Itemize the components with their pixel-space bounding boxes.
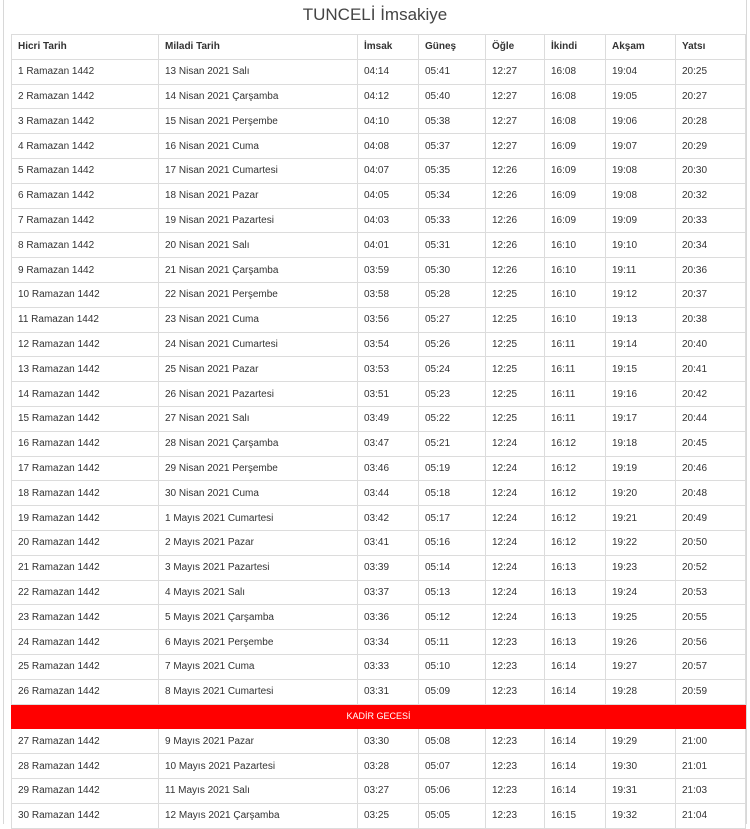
table-row [12, 59, 746, 84]
cell-ikindi: 16:13 [545, 630, 606, 655]
table-row [12, 555, 746, 580]
cell-yatsi: 20:48 [676, 481, 746, 506]
table-row [12, 580, 746, 605]
cell-hicri: 22 Ramazan 1442 [12, 580, 159, 605]
header-miladi: Miladi Tarih [159, 35, 358, 60]
cell-imsak: 03:56 [358, 307, 419, 332]
cell-miladi: 6 Mayıs 2021 Perşembe [159, 630, 358, 655]
cell-ikindi: 16:11 [545, 382, 606, 407]
cell-miladi: 13 Nisan 2021 Salı [159, 59, 358, 84]
cell-gunes: 05:05 [419, 803, 486, 828]
cell-yatsi: 21:00 [676, 729, 746, 754]
cell-imsak: 04:12 [358, 84, 419, 109]
cell-hicri: 8 Ramazan 1442 [12, 233, 159, 258]
cell-ogle: 12:26 [486, 183, 545, 208]
cell-miladi: 24 Nisan 2021 Cumartesi [159, 332, 358, 357]
cell-ikindi: 16:14 [545, 778, 606, 803]
cell-aksam: 19:30 [606, 754, 676, 779]
cell-gunes: 05:16 [419, 530, 486, 555]
table-row [12, 307, 746, 332]
cell-gunes: 05:10 [419, 654, 486, 679]
cell-imsak: 04:01 [358, 233, 419, 258]
cell-aksam: 19:25 [606, 605, 676, 630]
cell-hicri: 10 Ramazan 1442 [12, 282, 159, 307]
cell-aksam: 19:11 [606, 258, 676, 283]
table-row [12, 456, 746, 481]
cell-hicri: 6 Ramazan 1442 [12, 183, 159, 208]
cell-imsak: 03:34 [358, 630, 419, 655]
cell-aksam: 19:22 [606, 530, 676, 555]
cell-ikindi: 16:09 [545, 134, 606, 159]
cell-yatsi: 20:36 [676, 258, 746, 283]
cell-miladi: 4 Mayıs 2021 Salı [159, 580, 358, 605]
cell-gunes: 05:40 [419, 84, 486, 109]
cell-yatsi: 20:53 [676, 580, 746, 605]
cell-miladi: 10 Mayıs 2021 Pazartesi [159, 754, 358, 779]
cell-ogle: 12:23 [486, 754, 545, 779]
cell-miladi: 12 Mayıs 2021 Çarşamba [159, 803, 358, 828]
cell-gunes: 05:27 [419, 307, 486, 332]
cell-aksam: 19:19 [606, 456, 676, 481]
cell-gunes: 05:08 [419, 729, 486, 754]
cell-yatsi: 20:32 [676, 183, 746, 208]
cell-miladi: 5 Mayıs 2021 Çarşamba [159, 605, 358, 630]
cell-miladi: 18 Nisan 2021 Pazar [159, 183, 358, 208]
cell-hicri: 12 Ramazan 1442 [12, 332, 159, 357]
cell-ogle: 12:24 [486, 580, 545, 605]
cell-gunes: 05:06 [419, 778, 486, 803]
cell-hicri: 26 Ramazan 1442 [12, 679, 159, 704]
cell-miladi: 2 Mayıs 2021 Pazar [159, 530, 358, 555]
cell-yatsi: 20:42 [676, 382, 746, 407]
cell-gunes: 05:26 [419, 332, 486, 357]
page-title: TUNCELİ İmsakiye [302, 5, 448, 24]
cell-hicri: 30 Ramazan 1442 [12, 803, 159, 828]
table-row [12, 382, 746, 407]
cell-yatsi: 20:52 [676, 555, 746, 580]
cell-ikindi: 16:15 [545, 803, 606, 828]
cell-hicri: 14 Ramazan 1442 [12, 382, 159, 407]
table-row [12, 654, 746, 679]
cell-miladi: 8 Mayıs 2021 Cumartesi [159, 679, 358, 704]
cell-hicri: 7 Ramazan 1442 [12, 208, 159, 233]
cell-yatsi: 20:33 [676, 208, 746, 233]
cell-yatsi: 20:57 [676, 654, 746, 679]
table-row [12, 332, 746, 357]
cell-gunes: 05:23 [419, 382, 486, 407]
cell-yatsi: 20:56 [676, 630, 746, 655]
cell-yatsi: 20:34 [676, 233, 746, 258]
cell-aksam: 19:29 [606, 729, 676, 754]
table-row [12, 729, 746, 754]
cell-ikindi: 16:08 [545, 59, 606, 84]
cell-ogle: 12:27 [486, 134, 545, 159]
cell-gunes: 05:17 [419, 506, 486, 531]
cell-ogle: 12:24 [486, 506, 545, 531]
cell-ogle: 12:23 [486, 803, 545, 828]
cell-ogle: 12:27 [486, 59, 545, 84]
table-row [12, 282, 746, 307]
cell-gunes: 05:33 [419, 208, 486, 233]
cell-yatsi: 20:27 [676, 84, 746, 109]
cell-ikindi: 16:14 [545, 679, 606, 704]
imsakiye-page [3, 0, 747, 824]
cell-yatsi: 20:49 [676, 506, 746, 531]
cell-imsak: 03:54 [358, 332, 419, 357]
cell-miladi: 27 Nisan 2021 Salı [159, 406, 358, 431]
table-row [12, 183, 746, 208]
cell-ikindi: 16:12 [545, 431, 606, 456]
cell-imsak: 03:42 [358, 506, 419, 531]
cell-imsak: 03:27 [358, 778, 419, 803]
cell-hicri: 2 Ramazan 1442 [12, 84, 159, 109]
cell-aksam: 19:26 [606, 630, 676, 655]
cell-ikindi: 16:09 [545, 158, 606, 183]
cell-imsak: 03:31 [358, 679, 419, 704]
cell-imsak: 03:25 [358, 803, 419, 828]
cell-gunes: 05:34 [419, 183, 486, 208]
cell-hicri: 19 Ramazan 1442 [12, 506, 159, 531]
cell-ikindi: 16:08 [545, 109, 606, 134]
table-row [12, 233, 746, 258]
cell-yatsi: 20:25 [676, 59, 746, 84]
cell-ikindi: 16:11 [545, 357, 606, 382]
cell-aksam: 19:18 [606, 431, 676, 456]
table-row [12, 431, 746, 456]
cell-yatsi: 20:37 [676, 282, 746, 307]
cell-hicri: 18 Ramazan 1442 [12, 481, 159, 506]
cell-ikindi: 16:08 [545, 84, 606, 109]
cell-ogle: 12:24 [486, 555, 545, 580]
header-gunes: Güneş [419, 35, 486, 60]
cell-gunes: 05:28 [419, 282, 486, 307]
cell-gunes: 05:13 [419, 580, 486, 605]
cell-yatsi: 20:55 [676, 605, 746, 630]
cell-ikindi: 16:11 [545, 406, 606, 431]
cell-ogle: 12:27 [486, 109, 545, 134]
cell-aksam: 19:28 [606, 679, 676, 704]
cell-gunes: 05:11 [419, 630, 486, 655]
page-border-left [3, 0, 4, 824]
table-row [12, 530, 746, 555]
cell-ogle: 12:25 [486, 307, 545, 332]
cell-yatsi: 21:03 [676, 778, 746, 803]
cell-imsak: 03:47 [358, 431, 419, 456]
cell-ikindi: 16:12 [545, 530, 606, 555]
cell-miladi: 1 Mayıs 2021 Cumartesi [159, 506, 358, 531]
cell-ogle: 12:23 [486, 630, 545, 655]
cell-imsak: 03:41 [358, 530, 419, 555]
cell-gunes: 05:24 [419, 357, 486, 382]
cell-aksam: 19:07 [606, 134, 676, 159]
cell-ogle: 12:24 [486, 456, 545, 481]
table-row [12, 109, 746, 134]
cell-ogle: 12:24 [486, 481, 545, 506]
cell-hicri: 21 Ramazan 1442 [12, 555, 159, 580]
cell-miladi: 28 Nisan 2021 Çarşamba [159, 431, 358, 456]
cell-imsak: 03:37 [358, 580, 419, 605]
header-ikindi: İkindi [545, 35, 606, 60]
cell-imsak: 03:51 [358, 382, 419, 407]
cell-miladi: 19 Nisan 2021 Pazartesi [159, 208, 358, 233]
cell-gunes: 05:21 [419, 431, 486, 456]
kadir-gecesi-label: KADİR GECESİ [12, 704, 746, 729]
cell-ikindi: 16:14 [545, 654, 606, 679]
cell-aksam: 19:09 [606, 208, 676, 233]
cell-gunes: 05:09 [419, 679, 486, 704]
table-row [12, 258, 746, 283]
table-row [12, 357, 746, 382]
cell-gunes: 05:41 [419, 59, 486, 84]
table-body [12, 59, 746, 828]
cell-imsak: 03:59 [358, 258, 419, 283]
cell-gunes: 05:18 [419, 481, 486, 506]
header-hicri: Hicri Tarih [12, 35, 159, 60]
cell-ikindi: 16:11 [545, 332, 606, 357]
cell-imsak: 03:36 [358, 605, 419, 630]
cell-miladi: 9 Mayıs 2021 Pazar [159, 729, 358, 754]
cell-gunes: 05:19 [419, 456, 486, 481]
cell-hicri: 29 Ramazan 1442 [12, 778, 159, 803]
cell-miladi: 7 Mayıs 2021 Cuma [159, 654, 358, 679]
cell-yatsi: 20:45 [676, 431, 746, 456]
cell-miladi: 20 Nisan 2021 Salı [159, 233, 358, 258]
cell-imsak: 03:46 [358, 456, 419, 481]
header-ogle: Öğle [486, 35, 545, 60]
header-imsak: İmsak [358, 35, 419, 60]
cell-ikindi: 16:09 [545, 208, 606, 233]
cell-miladi: 25 Nisan 2021 Pazar [159, 357, 358, 382]
cell-ogle: 12:25 [486, 406, 545, 431]
cell-miladi: 22 Nisan 2021 Perşembe [159, 282, 358, 307]
cell-hicri: 25 Ramazan 1442 [12, 654, 159, 679]
table-row [12, 84, 746, 109]
cell-hicri: 28 Ramazan 1442 [12, 754, 159, 779]
header-aksam: Akşam [606, 35, 676, 60]
cell-ikindi: 16:10 [545, 258, 606, 283]
cell-yatsi: 21:04 [676, 803, 746, 828]
cell-aksam: 19:17 [606, 406, 676, 431]
table-row [12, 481, 746, 506]
cell-gunes: 05:35 [419, 158, 486, 183]
cell-ikindi: 16:12 [545, 481, 606, 506]
cell-ogle: 12:25 [486, 332, 545, 357]
cell-gunes: 05:30 [419, 258, 486, 283]
cell-ikindi: 16:09 [545, 183, 606, 208]
cell-aksam: 19:13 [606, 307, 676, 332]
cell-ogle: 12:27 [486, 84, 545, 109]
cell-yatsi: 20:46 [676, 456, 746, 481]
header-row [12, 35, 746, 60]
cell-ikindi: 16:12 [545, 506, 606, 531]
table-row [12, 630, 746, 655]
cell-yatsi: 20:41 [676, 357, 746, 382]
cell-ogle: 12:23 [486, 654, 545, 679]
cell-aksam: 19:08 [606, 183, 676, 208]
cell-ogle: 12:23 [486, 679, 545, 704]
imsakiye-table [11, 34, 746, 829]
cell-hicri: 13 Ramazan 1442 [12, 357, 159, 382]
cell-ogle: 12:23 [486, 729, 545, 754]
cell-aksam: 19:08 [606, 158, 676, 183]
cell-ikindi: 16:12 [545, 456, 606, 481]
cell-aksam: 19:20 [606, 481, 676, 506]
cell-miladi: 14 Nisan 2021 Çarşamba [159, 84, 358, 109]
cell-yatsi: 20:30 [676, 158, 746, 183]
cell-imsak: 04:07 [358, 158, 419, 183]
cell-ikindi: 16:14 [545, 754, 606, 779]
cell-aksam: 19:05 [606, 84, 676, 109]
cell-aksam: 19:04 [606, 59, 676, 84]
cell-miladi: 11 Mayıs 2021 Salı [159, 778, 358, 803]
cell-miladi: 3 Mayıs 2021 Pazartesi [159, 555, 358, 580]
cell-ikindi: 16:13 [545, 580, 606, 605]
cell-aksam: 19:14 [606, 332, 676, 357]
cell-ogle: 12:25 [486, 282, 545, 307]
cell-miladi: 15 Nisan 2021 Perşembe [159, 109, 358, 134]
cell-hicri: 1 Ramazan 1442 [12, 59, 159, 84]
cell-hicri: 20 Ramazan 1442 [12, 530, 159, 555]
cell-yatsi: 20:40 [676, 332, 746, 357]
cell-gunes: 05:14 [419, 555, 486, 580]
cell-imsak: 03:33 [358, 654, 419, 679]
cell-imsak: 04:05 [358, 183, 419, 208]
cell-miladi: 29 Nisan 2021 Perşembe [159, 456, 358, 481]
cell-yatsi: 20:38 [676, 307, 746, 332]
cell-aksam: 19:06 [606, 109, 676, 134]
cell-ogle: 12:26 [486, 258, 545, 283]
cell-hicri: 27 Ramazan 1442 [12, 729, 159, 754]
cell-imsak: 03:58 [358, 282, 419, 307]
cell-hicri: 24 Ramazan 1442 [12, 630, 159, 655]
cell-ogle: 12:24 [486, 431, 545, 456]
cell-imsak: 04:10 [358, 109, 419, 134]
cell-imsak: 03:53 [358, 357, 419, 382]
cell-miladi: 23 Nisan 2021 Cuma [159, 307, 358, 332]
cell-ikindi: 16:14 [545, 729, 606, 754]
cell-gunes: 05:38 [419, 109, 486, 134]
cell-aksam: 19:12 [606, 282, 676, 307]
cell-imsak: 03:28 [358, 754, 419, 779]
cell-imsak: 04:08 [358, 134, 419, 159]
cell-hicri: 16 Ramazan 1442 [12, 431, 159, 456]
cell-ogle: 12:26 [486, 233, 545, 258]
cell-hicri: 11 Ramazan 1442 [12, 307, 159, 332]
cell-yatsi: 21:01 [676, 754, 746, 779]
table-row [12, 406, 746, 431]
cell-miladi: 21 Nisan 2021 Çarşamba [159, 258, 358, 283]
cell-gunes: 05:31 [419, 233, 486, 258]
header-yatsi: Yatsı [676, 35, 746, 60]
cell-ogle: 12:26 [486, 208, 545, 233]
cell-aksam: 19:27 [606, 654, 676, 679]
cell-ikindi: 16:13 [545, 605, 606, 630]
cell-yatsi: 20:44 [676, 406, 746, 431]
cell-imsak: 03:30 [358, 729, 419, 754]
cell-gunes: 05:07 [419, 754, 486, 779]
cell-ikindi: 16:13 [545, 555, 606, 580]
cell-yatsi: 20:28 [676, 109, 746, 134]
cell-ogle: 12:26 [486, 158, 545, 183]
cell-imsak: 04:14 [358, 59, 419, 84]
cell-imsak: 03:39 [358, 555, 419, 580]
cell-hicri: 17 Ramazan 1442 [12, 456, 159, 481]
cell-ikindi: 16:10 [545, 307, 606, 332]
table-row [12, 134, 746, 159]
table-row [12, 158, 746, 183]
table-row [12, 506, 746, 531]
cell-ogle: 12:25 [486, 357, 545, 382]
cell-gunes: 05:37 [419, 134, 486, 159]
cell-imsak: 03:44 [358, 481, 419, 506]
cell-ogle: 12:23 [486, 778, 545, 803]
cell-yatsi: 20:50 [676, 530, 746, 555]
cell-miladi: 16 Nisan 2021 Cuma [159, 134, 358, 159]
cell-ogle: 12:25 [486, 382, 545, 407]
page-border-right [746, 0, 747, 824]
cell-yatsi: 20:29 [676, 134, 746, 159]
cell-ogle: 12:24 [486, 605, 545, 630]
cell-miladi: 17 Nisan 2021 Cumartesi [159, 158, 358, 183]
cell-aksam: 19:10 [606, 233, 676, 258]
table-row [12, 679, 746, 704]
cell-hicri: 23 Ramazan 1442 [12, 605, 159, 630]
table-row [12, 778, 746, 803]
cell-hicri: 5 Ramazan 1442 [12, 158, 159, 183]
cell-aksam: 19:32 [606, 803, 676, 828]
cell-hicri: 15 Ramazan 1442 [12, 406, 159, 431]
cell-ogle: 12:24 [486, 530, 545, 555]
cell-imsak: 04:03 [358, 208, 419, 233]
cell-gunes: 05:22 [419, 406, 486, 431]
table-row [12, 754, 746, 779]
cell-miladi: 30 Nisan 2021 Cuma [159, 481, 358, 506]
kadir-gecesi-row [12, 704, 746, 729]
cell-ikindi: 16:10 [545, 282, 606, 307]
cell-aksam: 19:21 [606, 506, 676, 531]
cell-hicri: 9 Ramazan 1442 [12, 258, 159, 283]
cell-aksam: 19:31 [606, 778, 676, 803]
table-row [12, 803, 746, 828]
cell-yatsi: 20:59 [676, 679, 746, 704]
cell-imsak: 03:49 [358, 406, 419, 431]
cell-aksam: 19:16 [606, 382, 676, 407]
cell-aksam: 19:24 [606, 580, 676, 605]
cell-aksam: 19:23 [606, 555, 676, 580]
table-row [12, 208, 746, 233]
cell-ikindi: 16:10 [545, 233, 606, 258]
cell-hicri: 4 Ramazan 1442 [12, 134, 159, 159]
table-row [12, 605, 746, 630]
cell-gunes: 05:12 [419, 605, 486, 630]
cell-miladi: 26 Nisan 2021 Pazartesi [159, 382, 358, 407]
cell-hicri: 3 Ramazan 1442 [12, 109, 159, 134]
cell-aksam: 19:15 [606, 357, 676, 382]
